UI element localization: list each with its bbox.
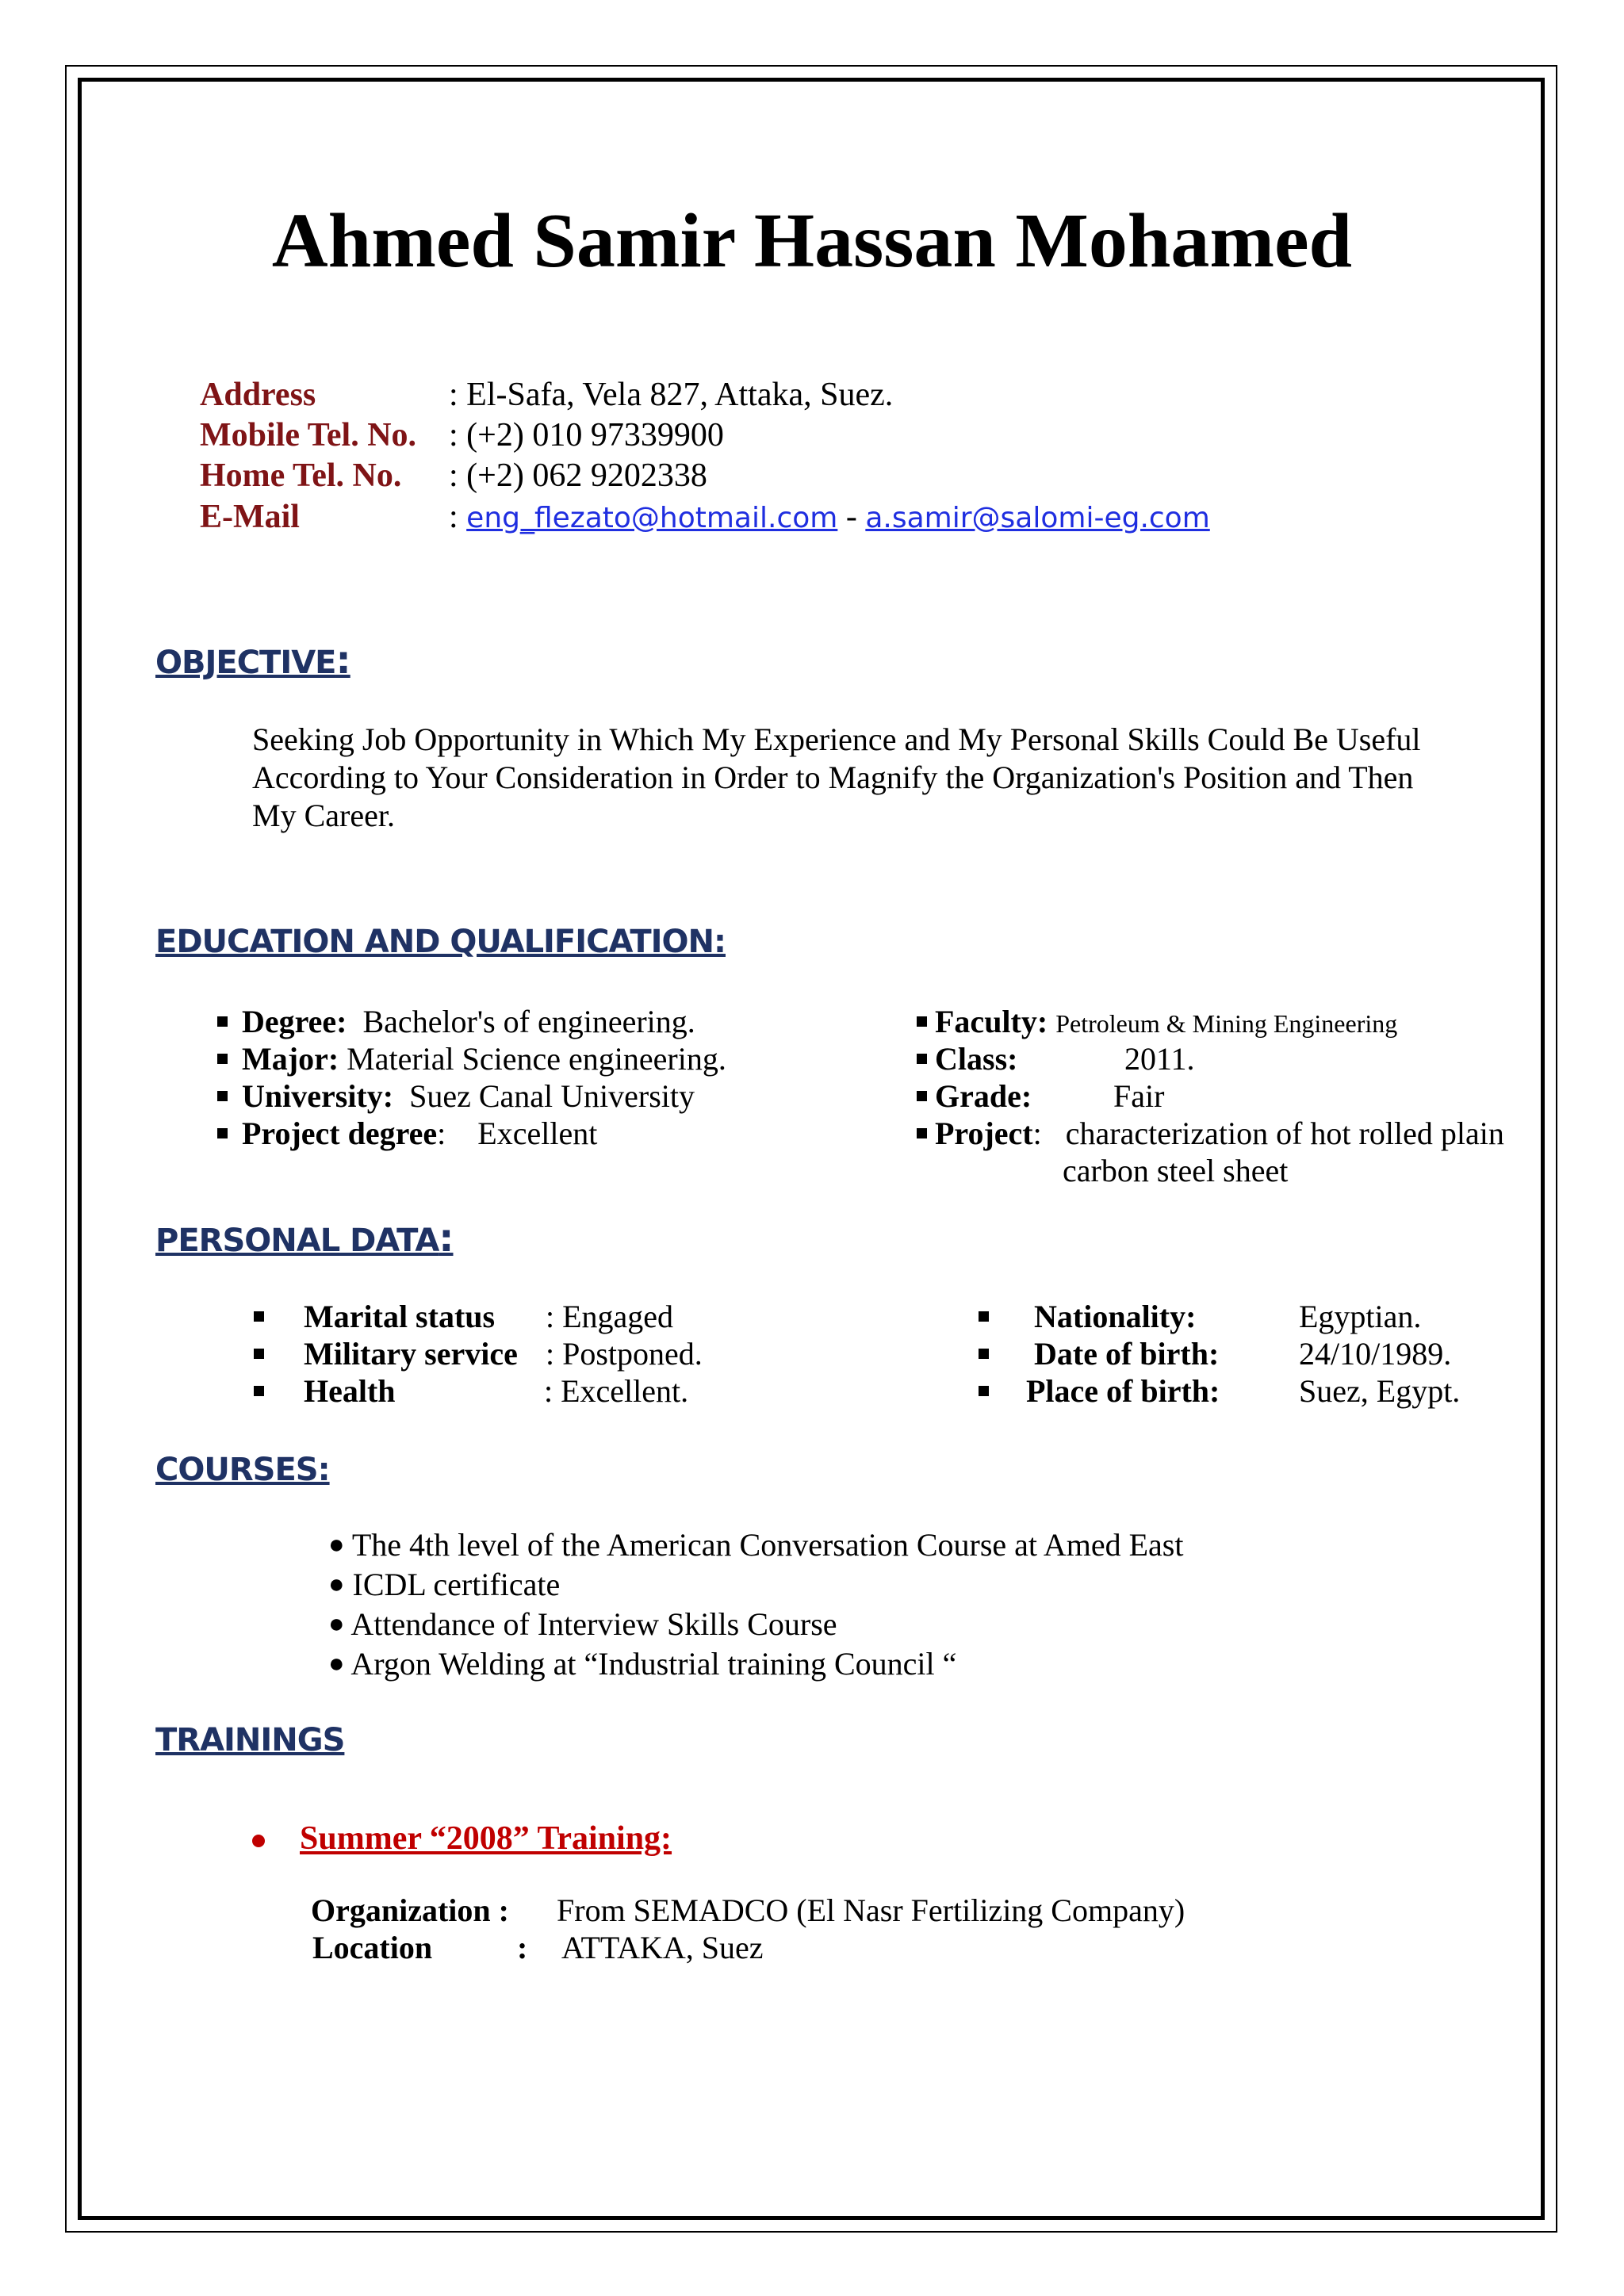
education-item-major: Major: Material Science engineering. xyxy=(217,1040,726,1077)
email-separator: - xyxy=(845,499,857,535)
address-value: : El-Safa, Vela 827, Attaka, Suez. xyxy=(449,377,894,413)
bullet-dot-icon: ● xyxy=(328,1570,345,1599)
marital-status-value: : Engaged xyxy=(546,1299,674,1334)
date-of-birth-label: Date of birth: xyxy=(1034,1336,1220,1372)
square-bullet-icon xyxy=(979,1386,989,1396)
square-bullet-icon xyxy=(979,1311,989,1322)
email-link-salomi[interactable]: a.samir@salomi-eg.com xyxy=(865,502,1210,534)
trainings-heading: TRAININGS xyxy=(155,1722,345,1758)
home-phone-value: : (+2) 062 9202338 xyxy=(449,457,707,494)
square-bullet-icon xyxy=(917,1128,927,1138)
education-grade-value: Fair xyxy=(1113,1078,1165,1114)
personal-data-heading: PERSONAL DATA: xyxy=(155,1216,454,1261)
square-bullet-icon xyxy=(254,1386,264,1396)
home-phone-label: Home Tel. No. xyxy=(200,457,402,494)
address-label: Address xyxy=(200,377,316,413)
health-value: : Excellent. xyxy=(544,1373,689,1409)
objective-text xyxy=(252,721,1421,835)
course-item: ● Attendance of Interview Skills Course xyxy=(328,1606,837,1642)
organization-value: From SEMADCO (El Nasr Fertilizing Company) xyxy=(557,1892,1185,1928)
square-bullet-icon xyxy=(917,1054,927,1064)
candidate-name: Ahmed Samir Hassan Mohamed xyxy=(271,198,1353,284)
health-label: Health xyxy=(304,1373,396,1409)
military-service-label: Military service xyxy=(304,1336,518,1372)
marital-status-label: Marital status xyxy=(304,1299,496,1334)
education-heading: EDUCATION AND QUALIFICATION: xyxy=(155,924,726,960)
square-bullet-icon xyxy=(254,1311,264,1322)
location-value: ATTAKA, Suez xyxy=(561,1930,764,1965)
nationality-label: Nationality: xyxy=(1034,1299,1197,1334)
square-bullet-icon xyxy=(217,1128,228,1138)
personal-bullet xyxy=(979,1335,1003,1372)
objective-heading: OBJECTIVE: xyxy=(155,638,350,683)
education-item-class: Class: xyxy=(917,1040,1017,1077)
courses-heading: COURSES: xyxy=(155,1452,330,1488)
email-link-hotmail[interactable]: eng_flezato@hotmail.com xyxy=(466,502,838,534)
red-bullet-icon xyxy=(252,1835,265,1851)
education-project-continued: carbon steel sheet xyxy=(1063,1153,1289,1188)
education-item-project-degree: Project degree: Excellent xyxy=(217,1115,597,1152)
course-item: ● Argon Welding at “Industrial training Council “ xyxy=(328,1646,957,1682)
personal-bullet xyxy=(979,1372,1003,1410)
objective-line: According to Your Consideration in Order to Magnify the Organization's Position and Then xyxy=(252,760,1414,795)
email-label: E-Mail xyxy=(200,499,300,535)
bullet-dot-icon: ● xyxy=(328,1649,345,1678)
objective-line: My Career. xyxy=(252,798,395,833)
square-bullet-icon xyxy=(917,1091,927,1101)
bullet-dot-icon: ● xyxy=(328,1530,345,1559)
personal-bullet xyxy=(254,1335,278,1372)
course-item: ● The 4th level of the American Conversation Course at Amed East xyxy=(328,1527,1184,1563)
course-item: ● ICDL certificate xyxy=(328,1567,561,1602)
bullet-dot-icon: ● xyxy=(328,1609,345,1639)
education-item-grade: Grade: xyxy=(917,1077,1032,1115)
email-row xyxy=(449,498,1210,536)
square-bullet-icon xyxy=(217,1091,228,1101)
mobile-value: : (+2) 010 97339900 xyxy=(449,417,724,453)
location-label: Location xyxy=(312,1930,433,1965)
organization-label: Organization : xyxy=(311,1892,509,1928)
education-class-value: 2011. xyxy=(1124,1041,1195,1077)
square-bullet-icon xyxy=(254,1349,264,1359)
education-item-university: University: Suez Canal University xyxy=(217,1077,695,1115)
nationality-value: Egyptian. xyxy=(1299,1299,1422,1334)
education-item-project: Project: characterization of hot rolled plain xyxy=(917,1115,1504,1152)
email-colon: : xyxy=(449,499,458,535)
education-item-faculty: Faculty: Petroleum & Mining Engineering xyxy=(917,1003,1397,1040)
location-colon: : xyxy=(517,1930,528,1965)
place-of-birth-label: Place of birth: xyxy=(1026,1373,1220,1409)
training-title: Summer “2008” Training: xyxy=(300,1820,672,1857)
square-bullet-icon xyxy=(917,1016,927,1027)
personal-bullet xyxy=(979,1298,1003,1335)
objective-line: Seeking Job Opportunity in Which My Experience and My Personal Skills Could Be Useful xyxy=(252,721,1421,757)
personal-bullet xyxy=(254,1298,278,1335)
square-bullet-icon xyxy=(217,1054,228,1064)
place-of-birth-value: Suez, Egypt. xyxy=(1299,1373,1461,1409)
personal-bullet xyxy=(254,1372,278,1410)
education-item-degree: Degree: Bachelor's of engineering. xyxy=(217,1003,695,1040)
date-of-birth-value: 24/10/1989. xyxy=(1299,1336,1452,1372)
mobile-label: Mobile Tel. No. xyxy=(200,417,417,453)
square-bullet-icon xyxy=(979,1349,989,1359)
square-bullet-icon xyxy=(217,1016,228,1027)
military-service-value: : Postponed. xyxy=(546,1336,703,1372)
